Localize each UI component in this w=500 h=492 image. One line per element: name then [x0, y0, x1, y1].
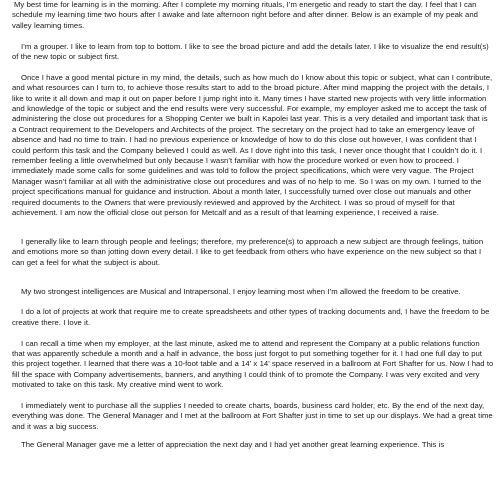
- paragraph-supplies: I immediately went to purchase all the supplies I needed to create charts, boards, business card holder, etc. By the end of the next day, everything was done. The General Manager and I met at the ballroom at Fort Shafter just in time to set up our displays. We had a great time and it was a big success.: [12, 400, 493, 431]
- paragraph-peak-learning-time: My best time for learning is in the morning. After I complete my morning rituals, I’m energetic and ready to start the day. I feel that I can schedule my learning time two hours after I awake and late afternoon right before and after dinner. Below is an example of my peak and valley learning times.: [12, 0, 478, 30]
- document-page: [12, 0, 494, 492]
- paragraph-spacer: [12, 219, 494, 229]
- paragraph-mental-picture: Once I have a good mental picture in my mind, the details, such as how much do I know about this topic or subject, what can I contribute, and what resources can I turn to, to achieve those results start to add to the broad picture. After mind mapping the project with the details, I like to write it all down and map it out on paper before I jump right into it. Many times I have started new projects with very little information and knowledge of the topic or subject and the end results were very successful. For example, my employer asked me to accept the task of administering the close out procedures for a Shopping Center we built in Kapolei last year. This is a very detailed and important task that is a Contract requirement to the Developers and Architects of the project. The secretary on the project had to take an emergency leave of absence and had no time to train. I had no previous experience or knowledge of how to do this close out however, I was confident that I could perform this task and the Company believed I could as well. As I dove right into this task, I never once thought that I couldn’t do it. I remember feeling a little overwhelmed but only because I wasn’t familiar with how the procedure worked or even how to proceed. I immediately made some calls for some guidelines and was told to follow the project specifications, which were very vague. The Project Manager wasn’t familiar at all with the administrative close out procedures and was of no help to me. So I was on my own. I turned to the project specifications manual for guidance and instruction. About a month later, I successfully turned over close out manuals and other required documents to the Owners that were previously reviewed and approved by the Architect. I was so proud of myself for that achievement. I am now the official close out person for Metcalf and as a result of that learning experience, I received a raise.: [12, 72, 493, 218]
- paragraph-spacer: [12, 297, 494, 307]
- paragraph-grouper: I’m a grouper. I like to learn from top to bottom. I like to see the broad picture and add the details later. I like to visualize the end result(s) of the new topic or subject first.: [12, 41, 489, 62]
- paragraph-projects-at-work: I do a lot of projects at work that require me to create spreadsheets and other types of tracking documents and, I have the freedom to be creative there. I love it.: [12, 307, 490, 327]
- paragraph-spacer: [12, 31, 494, 41]
- paragraph-spacer: [12, 391, 494, 401]
- paragraph-spacer: [12, 279, 494, 287]
- paragraph-spacer: [12, 229, 494, 237]
- paragraph-appreciation: The General Manager gave me a letter of appreciation the next day and I had yet another great learning experience. This is: [21, 440, 445, 450]
- paragraph-spacer: [12, 328, 494, 338]
- paragraph-people-feelings: I generally like to learn through people and feelings; therefore, my preference(s) to approach a new subject are through feelings, tuition and emotions more so than jotting down every detail. I like to get feedback from others who have experience on the new subject so that I can get a feel for what the subject is about.: [12, 236, 484, 267]
- paragraph-public-relations: I can recall a time when my employer, at the last minute, asked me to attend and represent the Company at a public relations function that was apparently schedule a month and a half in advance, the boss just forgot to put something together for it. I had one full day to put this project together. I learned that there was a 10-foot table and a 14’ x 14’ space reserved in a ballroom at Fort Shafter for us. Now I had to fill the space with Company advertisements, banners, and anything I could think of to promote the Company. I was very excited and very motivated to take on this task. My creative mind went to work.: [12, 338, 494, 390]
- paragraph-intelligences: My two strongest intelligences are Musical and Intrapersonal. I enjoy learning most when I’m allowed the freedom to be creative.: [21, 286, 461, 296]
- paragraph-spacer: [12, 62, 494, 72]
- paragraph-spacer: [12, 432, 494, 440]
- paragraph-spacer: [12, 268, 494, 278]
